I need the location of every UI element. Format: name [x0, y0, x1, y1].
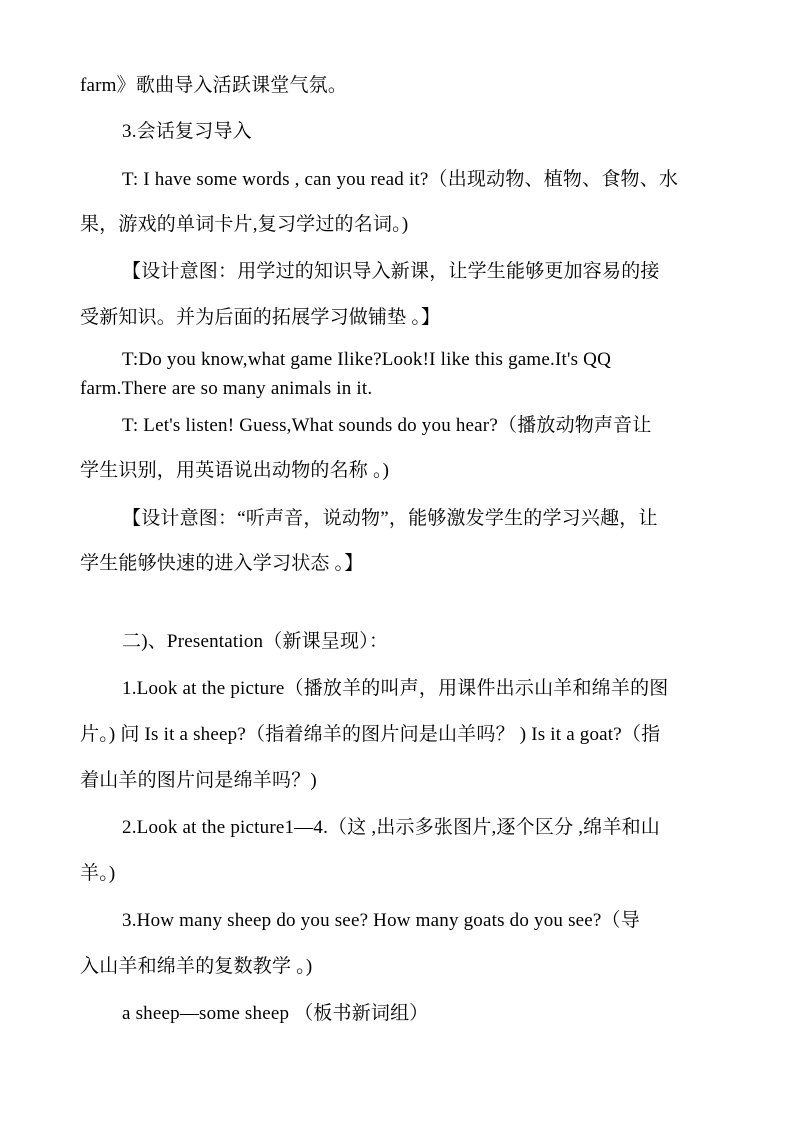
design-intent-2-line-1: 【设计意图：“听声音，说动物”，能够激发学生的学习兴趣，让: [122, 508, 658, 529]
text-line-9: T: Let's listen! Guess,What sounds do you hear?（播放动物声音让: [122, 415, 652, 436]
section-heading-presentation: 二)、Presentation（新课呈现）：: [122, 631, 389, 652]
text-line-15: 片。) 问 Is it a sheep?（指着绵羊的图片问是山羊吗？ ) Is it a goat?（指: [80, 724, 661, 745]
text-line-14: 1.Look at the picture（播放羊的叫声，用课件出示山羊和绵羊的图: [122, 678, 669, 699]
text-line-20: 入山羊和绵羊的复数教学 。): [80, 956, 313, 977]
text-line-18: 羊。): [80, 863, 116, 884]
section-heading-review: 3.会话复习导入: [122, 121, 252, 142]
text-line-21: a sheep—some sheep （板书新词组）: [122, 1003, 429, 1024]
text-line-17: 2.Look at the picture1—4.（这 ,出示多张图片,逐个区分 ,绵羊和山: [122, 817, 660, 838]
text-line-1: farm》歌曲导入活跃课堂气氛。: [80, 75, 348, 96]
design-intent-1-line-2: 受新知识。并为后面的拓展学习做铺垫 。】: [80, 307, 441, 328]
text-line-19: 3.How many sheep do you see? How many goats do you see?（导: [122, 910, 640, 931]
text-line-10: 学生识别，用英语说出动物的名称 。): [80, 460, 390, 481]
text-line-8: farm.There are so many animals in it.: [80, 378, 373, 399]
text-line-4: 果，游戏的单词卡片,复习学过的名词。): [80, 214, 409, 235]
design-intent-1-line-1: 【设计意图：用学过的知识导入新课，让学生能够更加容易的接: [122, 261, 660, 282]
text-line-16: 着山羊的图片问是绵羊吗？): [80, 770, 317, 791]
text-line-7: T:Do you know,what game Ilike?Look!I like this game.It's QQ: [122, 349, 611, 370]
design-intent-2-line-2: 学生能够快速的进入学习状态 。】: [80, 553, 364, 574]
text-line-3: T: I have some words , can you read it?（出现动物、植物、食物、水: [122, 169, 679, 190]
